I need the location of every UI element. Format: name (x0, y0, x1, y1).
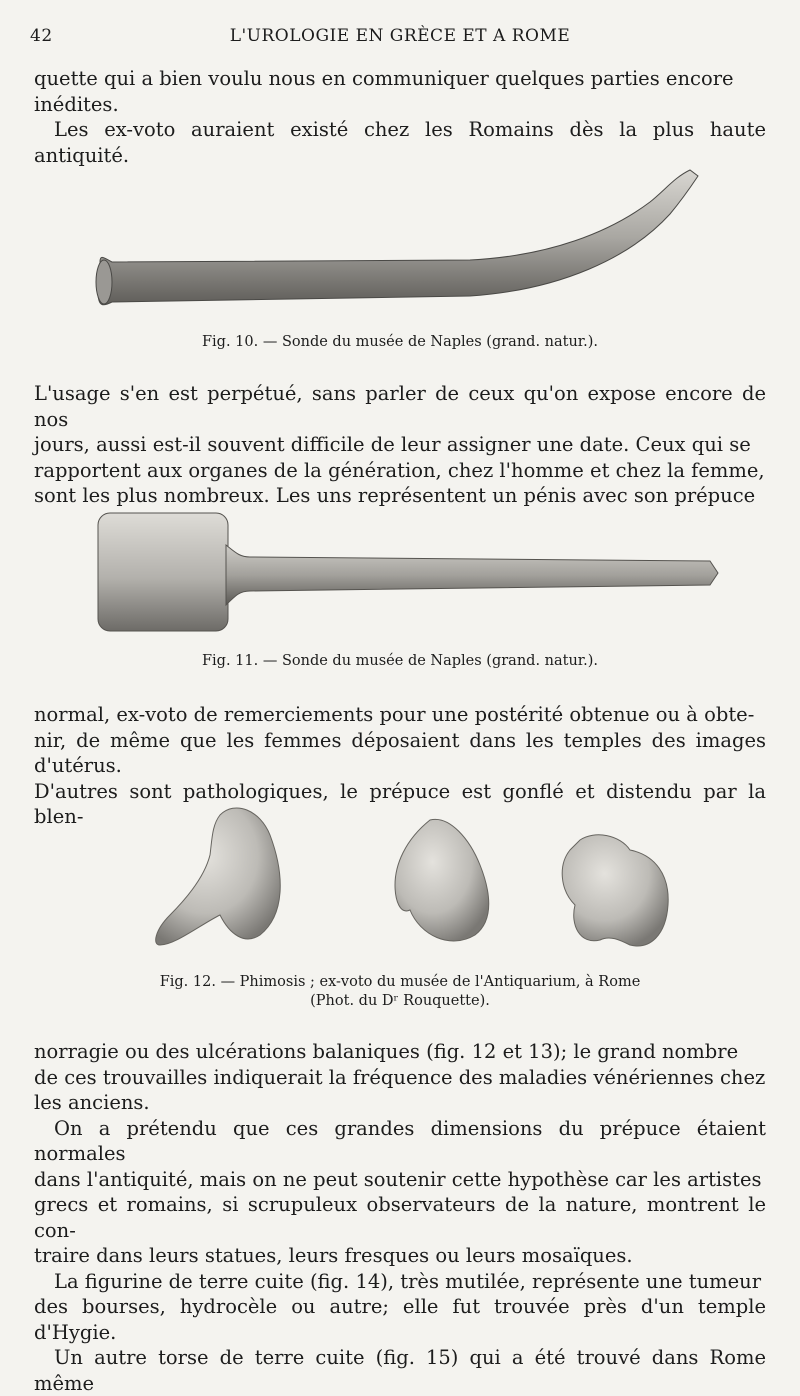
text-line: sont les plus nombreux. Les uns représentent un pénis avec son prépuce (34, 484, 756, 507)
figure-12-caption (0, 973, 800, 1011)
text-line: La figurine de terre cuite (fig. 14), très mutilée, représente une tumeur (54, 1269, 762, 1293)
text-line: des bourses, hydrocèle ou autre; elle fut trouvée près d'un temple d'Hygie. (34, 1295, 766, 1344)
text-line: D'autres sont pathologiques, le prépuce est gonflé et distendu par la blen- (34, 779, 766, 828)
paragraph (34, 1039, 766, 1396)
text-line: rapportent aux organes de la génération, chez l'homme et chez la femme, (34, 458, 765, 482)
text-line: On a prétendu que ces grandes dimensions du prépuce étaient normales (34, 1116, 766, 1165)
text-line: L'usage s'en est perpétué, sans parler de ceux qu'on expose encore de nos (34, 382, 766, 431)
running-title: L'UROLOGIE EN GRÈCE ET A ROME (229, 26, 571, 46)
figure-11-probe-image (90, 505, 725, 640)
text-line: nir, de même que les femmes déposaient dans les temples des images d'utérus. (34, 728, 766, 777)
paragraph-continued (34, 66, 766, 168)
text-line: norragie ou des ulcérations balaniques (fig. 12 et 13); le grand nombre (34, 1040, 739, 1063)
figure-12-caption-line: Fig. 12. — Phimosis ; ex-voto du musée de l'Antiquarium, à Rome (159, 974, 641, 990)
text-line: dans l'antiquité, mais on ne peut soutenir cette hypothèse car les artistes (34, 1167, 762, 1191)
text-line: inédites. (34, 92, 119, 116)
figure-11-caption: Fig. 11. — Sonde du musée de Naples (grand. natur.). (201, 653, 599, 669)
text-line: quette qui a bien voulu nous en communiquer quelques parties encore (34, 67, 734, 90)
text-line: normal, ex-voto de remerciements pour une postérité obtenue ou à obte- (34, 703, 755, 726)
text-line: Un autre torse de terre cuite (fig. 15) qui a été trouvé dans Rome même (34, 1346, 766, 1395)
figure-12-caption-credit: (Phot. du Dʳ Rouquette). (310, 993, 490, 1009)
text-line: traire dans leurs statues, leurs fresques ou leurs mosaïques. (34, 1244, 633, 1267)
text-line: grecs et romains, si scrupuleux observateurs de la nature, montrent le con- (34, 1193, 766, 1242)
text-line: de ces trouvailles indiquerait la fréquence des maladies vénériennes chez (34, 1065, 766, 1089)
paragraph (34, 381, 766, 509)
figure-10-catheter-image (90, 162, 710, 322)
text-line: les anciens. (34, 1091, 150, 1114)
figure-10-caption: Fig. 10. — Sonde du musée de Naples (grand. natur.). (201, 334, 599, 350)
text-line: Les ex-voto auraient existé chez les Romains dès la plus haute antiquité. (34, 118, 766, 167)
figure-12-ex-voto-image (150, 795, 680, 960)
text-line: jours, aussi est-il souvent difficile de leur assigner une date. Ceux qui se (34, 433, 751, 456)
page-number: 42 (30, 26, 53, 46)
